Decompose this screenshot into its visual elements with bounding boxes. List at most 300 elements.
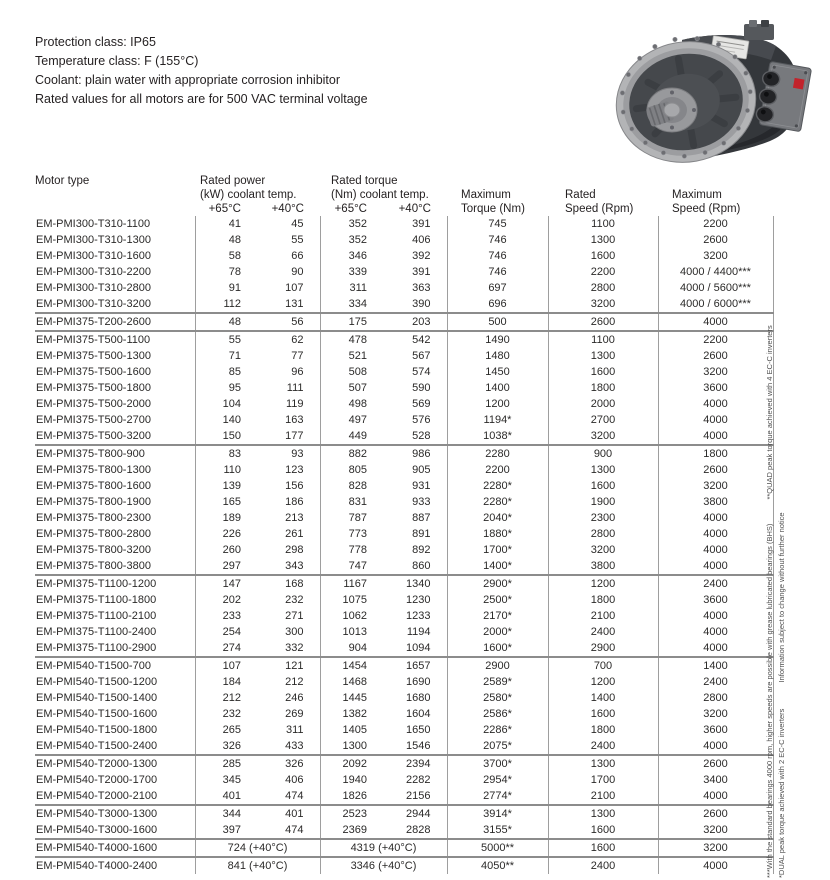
value-cell: 2200 (658, 216, 773, 232)
value-cell: 2900* (447, 575, 548, 592)
value-cell: 391 (412, 266, 431, 278)
value-cell: 905 (412, 464, 431, 476)
value-cell: 697 (447, 280, 548, 296)
value-cell: 497 (320, 412, 383, 428)
value-cell: 401 (195, 788, 257, 805)
motor-type-cell: EM-PMI375-T500-2700 (36, 414, 151, 426)
value-cell: 2282 (406, 774, 431, 786)
value-cell: 1880* (447, 526, 548, 542)
value-cell: 4000 / 5600*** (658, 280, 773, 296)
value-cell: 352 (320, 232, 383, 248)
value-cell: 746 (447, 248, 548, 264)
value-cell: 3200 (658, 839, 773, 857)
value-cell: 567 (412, 350, 431, 362)
value-cell: 66 (291, 250, 304, 262)
value-cell: 233 (195, 608, 257, 624)
value-cell: 2280 (447, 445, 548, 462)
value-cell: 1300 (548, 805, 658, 822)
value-cell: 397 (195, 822, 257, 839)
table-row (35, 624, 773, 640)
table-row (35, 722, 773, 738)
table-row (35, 592, 773, 608)
value-cell: 202 (195, 592, 257, 608)
value-cell: 2156 (406, 790, 431, 802)
value-cell: 1480 (447, 348, 548, 364)
table-row (35, 657, 773, 674)
value-cell: 339 (320, 264, 383, 280)
value-cell: 1700* (447, 542, 548, 558)
value-cell: 1400 (548, 690, 658, 706)
header-rated-torque: Rated torque (331, 175, 398, 187)
value-cell: 363 (412, 282, 431, 294)
value-cell: 778 (320, 542, 383, 558)
value-cell: 186 (285, 496, 304, 508)
motor-type-cell: EM-PMI375-T800-900 (35, 445, 195, 462)
value-cell: 3200 (548, 542, 658, 558)
value-cell: 345 (195, 772, 257, 788)
motor-type-cell: EM-PMI375-T200-2600 (35, 313, 195, 331)
value-cell: 574 (412, 366, 431, 378)
table-row (35, 216, 773, 232)
value-cell: 55 (291, 234, 304, 246)
table-row (35, 348, 773, 364)
table-row (35, 313, 773, 331)
value-cell: 3200 (658, 478, 773, 494)
header-power-unit: (kW) coolant temp. (200, 189, 297, 201)
motor-photo (608, 18, 820, 170)
value-cell: 696 (447, 296, 548, 313)
value-cell: 298 (285, 544, 304, 556)
value-cell: 401 (257, 805, 320, 822)
motor-type-cell: EM-PMI540-T4000-2400 (35, 857, 195, 874)
value-cell: 139 (195, 478, 257, 494)
motor-type-cell: EM-PMI375-T1100-1200 (35, 575, 195, 592)
value-cell: 1300 (548, 462, 658, 478)
motor-type-cell: EM-PMI540-T1500-1200 (36, 676, 158, 688)
header-max-torque-2: Torque (Nm) (461, 203, 525, 215)
value-cell: 1600 (548, 248, 658, 264)
value-cell: 48 (195, 232, 257, 248)
header-torque-40: +40°C (398, 203, 431, 215)
coolant-line: Coolant: plain water with appropriate corrosion inhibitor (35, 73, 341, 87)
value-cell: 260 (195, 542, 257, 558)
motor-type-cell: EM-PMI375-T500-1100 (35, 331, 195, 348)
motor-illustration (608, 18, 820, 170)
value-cell: 2170* (447, 608, 548, 624)
value-cell: 2200 (658, 331, 773, 348)
value-cell: 346 (320, 248, 383, 264)
motor-type-cell: EM-PMI375-T1100-2400 (36, 626, 157, 638)
value-cell: 110 (195, 462, 257, 478)
value-cell: 3914* (447, 805, 548, 822)
motor-type-cell: EM-PMI375-T500-3200 (36, 430, 151, 442)
value-cell: 882 (320, 445, 383, 462)
value-cell: 1600 (548, 364, 658, 380)
value-cell: 4000 (658, 788, 773, 805)
value-cell: 83 (195, 445, 257, 462)
table-row (35, 575, 773, 592)
value-cell: 213 (285, 512, 304, 524)
motor-type-cell: EM-PMI375-T1100-1800 (36, 594, 157, 606)
motor-type-cell: EM-PMI375-T1100-2100 (36, 610, 157, 622)
value-cell: 107 (285, 282, 304, 294)
value-cell: 332 (285, 642, 304, 654)
value-cell: 2200 (548, 264, 658, 280)
footnote-bearings: ***With the standard bearings 4000 rpm, higher speeds are possible with grease lubricated bearings (BHS) (765, 523, 774, 878)
table-row (35, 822, 773, 839)
value-cell: 2589* (447, 674, 548, 690)
value-cell: 4000 (658, 313, 773, 331)
value-cell: 4000 (658, 526, 773, 542)
motor-type-cell: EM-PMI375-T1100-2900 (36, 642, 157, 654)
value-cell: 1038* (447, 428, 548, 445)
value-cell: 2100 (548, 788, 658, 805)
value-cell: 2300 (548, 510, 658, 526)
value-cell: 1340 (383, 575, 447, 592)
value-cell: 41 (195, 216, 257, 232)
table-row (35, 706, 773, 722)
value-cell: 107 (195, 657, 257, 674)
table-row (35, 805, 773, 822)
value-cell: 1300 (548, 232, 658, 248)
value-cell: 2600 (548, 313, 658, 331)
header-max-speed-2: Speed (Rpm) (672, 203, 741, 215)
value-cell: 261 (285, 528, 304, 540)
table-row (35, 428, 773, 445)
value-cell: 55 (195, 331, 257, 348)
value-cell: 478 (320, 331, 383, 348)
value-cell: 269 (285, 708, 304, 720)
table-row (35, 608, 773, 624)
value-cell: 2800 (548, 526, 658, 542)
header-power-40: +40°C (271, 203, 304, 215)
value-cell: 1230 (406, 594, 431, 606)
value-cell: 212 (285, 676, 304, 688)
value-cell: 1100 (548, 216, 658, 232)
value-cell: 147 (195, 575, 257, 592)
value-cell: 163 (285, 414, 304, 426)
value-cell: 1300 (548, 755, 658, 772)
footnote-disclaimer: Information subject to change without further notice (777, 512, 786, 683)
value-cell: 569 (412, 398, 431, 410)
value-cell: 1800 (658, 445, 773, 462)
footnote-outer-column (777, 512, 786, 878)
value-cell: 189 (195, 510, 257, 526)
table-row (35, 690, 773, 706)
value-cell: 254 (195, 624, 257, 640)
spec-table (35, 174, 774, 874)
value-cell: 203 (383, 313, 447, 331)
value-cell: 3200 (658, 248, 773, 264)
value-cell: 1062 (320, 608, 383, 624)
value-cell: 4000 (658, 624, 773, 640)
motor-type-cell: EM-PMI375-T800-3200 (36, 544, 151, 556)
motor-type-cell: EM-PMI300-T310-1600 (36, 250, 151, 262)
value-cell: 2000 (548, 396, 658, 412)
value-cell: 1200 (447, 396, 548, 412)
value-cell: 1300 (320, 738, 383, 755)
value-cell: 77 (291, 350, 304, 362)
value-cell: 121 (257, 657, 320, 674)
value-cell: 212 (195, 690, 257, 706)
value-cell: 3800 (658, 494, 773, 510)
value-cell: 1468 (320, 674, 383, 690)
value-cell: 2092 (320, 755, 383, 772)
value-cell: 1900 (548, 494, 658, 510)
value-cell: 841 (+40°C) (195, 857, 320, 874)
motor-type-cell: EM-PMI540-T1500-1400 (36, 692, 158, 704)
value-cell: 892 (412, 544, 431, 556)
value-cell: 2369 (320, 822, 383, 839)
value-cell: 887 (412, 512, 431, 524)
value-cell: 3400 (658, 772, 773, 788)
value-cell: 1075 (320, 592, 383, 608)
value-cell: 334 (320, 296, 383, 313)
value-cell: 500 (447, 313, 548, 331)
motor-type-cell: EM-PMI540-T1500-1800 (36, 724, 158, 736)
value-cell: 2400 (658, 575, 773, 592)
value-cell: 1600 (548, 706, 658, 722)
value-cell: 828 (320, 478, 383, 494)
motor-type-cell: EM-PMI540-T4000-1600 (35, 839, 195, 857)
value-cell: 831 (320, 494, 383, 510)
value-cell: 78 (195, 264, 257, 280)
motor-type-cell: EM-PMI540-T2000-1700 (36, 774, 158, 786)
value-cell: 576 (412, 414, 431, 426)
value-cell: 2800 (548, 280, 658, 296)
value-cell: 1013 (320, 624, 383, 640)
value-cell: 433 (285, 740, 304, 752)
value-cell: 3700* (447, 755, 548, 772)
value-cell: 2200 (447, 462, 548, 478)
value-cell: 85 (195, 364, 257, 380)
value-cell: 3155* (447, 822, 548, 839)
value-cell: 4000 (658, 412, 773, 428)
value-cell: 1300 (548, 348, 658, 364)
value-cell: 1233 (406, 610, 431, 622)
motor-type-cell: EM-PMI375-T500-1800 (36, 382, 151, 394)
header-rated-power: Rated power (200, 175, 266, 187)
value-cell: 2586* (447, 706, 548, 722)
value-cell: 2600 (658, 805, 773, 822)
value-cell: 285 (195, 755, 257, 772)
table-row (35, 445, 773, 462)
value-cell: 986 (383, 445, 447, 462)
motor-type-cell: EM-PMI375-T500-2000 (36, 398, 151, 410)
spec-table-body (35, 216, 773, 874)
value-cell: 175 (320, 313, 383, 331)
footnote-quad: **QUAD peak torque achieved with 4 EC-C inverters (765, 325, 774, 500)
header-motor-type: Motor type (35, 175, 90, 187)
table-header (35, 174, 773, 216)
value-cell: 2280* (447, 494, 548, 510)
value-cell: 56 (257, 313, 320, 331)
table-row (35, 755, 773, 772)
value-cell: 2600 (658, 232, 773, 248)
value-cell: 297 (195, 558, 257, 575)
value-cell: 745 (447, 216, 548, 232)
value-cell: 1194* (447, 412, 548, 428)
value-cell: 300 (285, 626, 304, 638)
value-cell: 311 (320, 280, 383, 296)
value-cell: 95 (195, 380, 257, 396)
footnote-dual: *DUAL peak torque achieved with 2 EC-C inverters (777, 708, 786, 878)
value-cell: 119 (285, 398, 304, 410)
value-cell: 1600 (548, 822, 658, 839)
value-cell: 326 (195, 738, 257, 755)
value-cell: 1800 (548, 722, 658, 738)
value-cell: 2523 (320, 805, 383, 822)
value-cell: 1094 (406, 642, 431, 654)
value-cell: 1650 (406, 724, 431, 736)
value-cell: 91 (195, 280, 257, 296)
value-cell: 1490 (447, 331, 548, 348)
value-cell: 123 (285, 464, 304, 476)
table-row (35, 380, 773, 396)
header-rated-speed-1: Rated (565, 189, 596, 201)
table-row (35, 232, 773, 248)
value-cell: 746 (447, 264, 548, 280)
value-cell: 184 (195, 674, 257, 690)
value-cell: 177 (285, 430, 304, 442)
motor-type-cell: EM-PMI300-T310-1300 (36, 234, 151, 246)
value-cell: 274 (195, 640, 257, 657)
value-cell: 1167 (320, 575, 383, 592)
header-power-65: +65°C (208, 203, 241, 215)
table-row (35, 296, 773, 313)
motor-type-cell: EM-PMI540-T2000-1300 (35, 755, 195, 772)
value-cell: 165 (195, 494, 257, 510)
motor-type-cell: EM-PMI540-T1500-1600 (36, 708, 158, 720)
table-row (35, 248, 773, 264)
motor-type-cell: EM-PMI300-T310-2800 (36, 282, 151, 294)
value-cell: 474 (285, 824, 304, 836)
value-cell: 131 (285, 298, 304, 310)
value-cell: 2400 (548, 738, 658, 755)
table-row (35, 280, 773, 296)
value-cell: 1604 (406, 708, 431, 720)
value-cell: 246 (285, 692, 304, 704)
value-cell: 521 (320, 348, 383, 364)
value-cell: 787 (320, 510, 383, 526)
value-cell: 90 (291, 266, 304, 278)
value-cell: 1800 (548, 592, 658, 608)
motor-type-cell: EM-PMI375-T800-2300 (36, 512, 151, 524)
value-cell: 2286* (447, 722, 548, 738)
value-cell: 406 (285, 774, 304, 786)
value-cell: 498 (320, 396, 383, 412)
value-cell: 1194 (406, 626, 431, 638)
motor-type-cell: EM-PMI540-T1500-2400 (36, 740, 158, 752)
value-cell: 1940 (320, 772, 383, 788)
motor-type-cell: EM-PMI300-T310-3200 (36, 298, 151, 310)
value-cell: 3600 (658, 722, 773, 738)
table-row (35, 478, 773, 494)
value-cell: 1454 (320, 657, 383, 674)
value-cell: 140 (195, 412, 257, 428)
value-cell: 3200 (658, 364, 773, 380)
value-cell: 2900 (548, 640, 658, 657)
motor-type-cell: EM-PMI300-T310-2200 (36, 266, 151, 278)
value-cell: 1690 (406, 676, 431, 688)
table-row (35, 857, 773, 874)
header-torque-65: +65°C (334, 203, 367, 215)
value-cell: 2944 (383, 805, 447, 822)
value-cell: 4000 (658, 857, 773, 874)
motor-type-cell: EM-PMI375-T800-1600 (36, 480, 151, 492)
table-row (35, 674, 773, 690)
value-cell: 265 (195, 722, 257, 738)
value-cell: 4000 (658, 640, 773, 657)
table-row (35, 264, 773, 280)
rated-values-line: Rated values for all motors are for 500 VAC terminal voltage (35, 92, 368, 106)
motor-type-cell: EM-PMI375-T500-1600 (36, 366, 151, 378)
table-row (35, 738, 773, 755)
value-cell: 271 (285, 610, 304, 622)
value-cell: 3200 (548, 296, 658, 313)
value-cell: 3800 (548, 558, 658, 575)
value-cell: 2828 (406, 824, 431, 836)
value-cell: 449 (320, 428, 383, 445)
header-max-speed-1: Maximum (672, 189, 722, 201)
motor-type-cell: EM-PMI375-T800-2800 (36, 528, 151, 540)
value-cell: 508 (320, 364, 383, 380)
value-cell: 2600 (658, 462, 773, 478)
motor-type-cell: EM-PMI540-T1500-700 (35, 657, 195, 674)
value-cell: 1400* (447, 558, 548, 575)
motor-type-cell: EM-PMI300-T310-1100 (36, 218, 151, 230)
value-cell: 4000 (658, 428, 773, 445)
value-cell: 5000** (447, 839, 548, 857)
value-cell: 156 (285, 480, 304, 492)
value-cell: 1700 (548, 772, 658, 788)
value-cell: 747 (320, 558, 383, 575)
value-cell: 71 (195, 348, 257, 364)
value-cell: 1450 (447, 364, 548, 380)
table-row (35, 364, 773, 380)
value-cell: 4319 (+40°C) (320, 839, 447, 857)
header-max-torque-1: Maximum (461, 189, 511, 201)
value-cell: 590 (412, 382, 431, 394)
value-cell: 2580* (447, 690, 548, 706)
value-cell: 904 (320, 640, 383, 657)
value-cell: 2700 (548, 412, 658, 428)
table-row (35, 839, 773, 857)
protection-class-line: Protection class: IP65 (35, 35, 156, 49)
value-cell: 232 (285, 594, 304, 606)
value-cell: 2600 (658, 755, 773, 772)
value-cell: 1600 (548, 478, 658, 494)
value-cell: 507 (320, 380, 383, 396)
value-cell: 3600 (658, 592, 773, 608)
table-row (35, 640, 773, 657)
value-cell: 58 (195, 248, 257, 264)
value-cell: 900 (548, 445, 658, 462)
info-block (35, 33, 368, 109)
value-cell: 150 (195, 428, 257, 445)
value-cell: 4000 / 6000*** (658, 296, 773, 313)
value-cell: 1200 (548, 575, 658, 592)
temperature-class-line: Temperature class: F (155°C) (35, 54, 199, 68)
value-cell: 1200 (548, 674, 658, 690)
value-cell: 773 (320, 526, 383, 542)
header-torque-unit: (Nm) coolant temp. (331, 189, 429, 201)
value-cell: 48 (195, 313, 257, 331)
value-cell: 232 (195, 706, 257, 722)
value-cell: 2400 (658, 674, 773, 690)
value-cell: 1657 (383, 657, 447, 674)
value-cell: 62 (257, 331, 320, 348)
